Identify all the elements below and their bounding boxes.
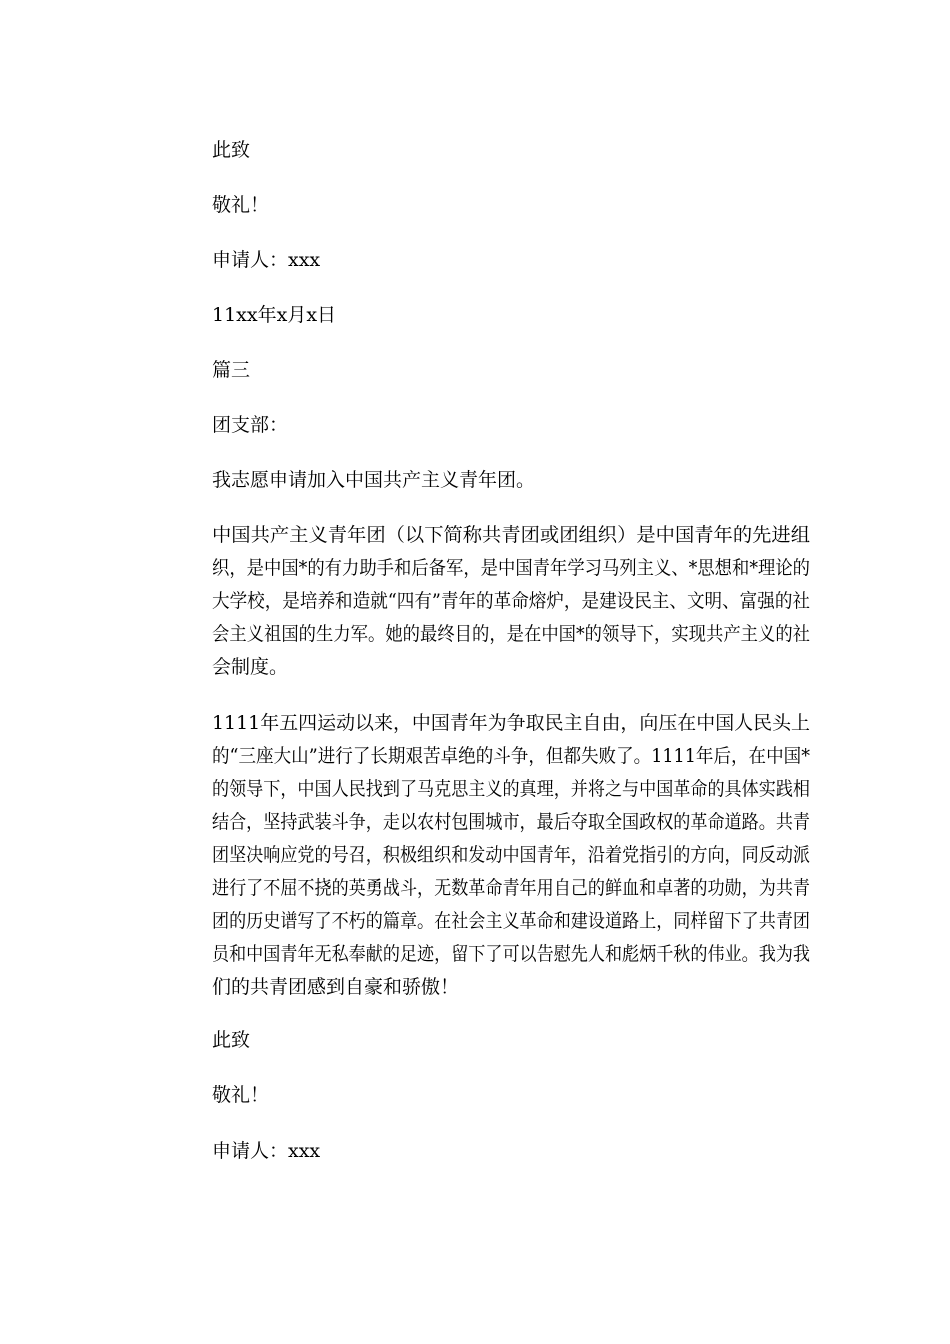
paragraph-2-line: 们的共青团感到自豪和骄傲！ <box>212 976 460 998</box>
closing-text: 此致 <box>212 139 251 161</box>
section-heading: 篇三 <box>212 359 251 381</box>
paragraph-2-line: 的领导下，中国人民找到了马克思主义的真理，并将之与中国革命的具体实践相 <box>212 778 810 800</box>
salute-text-2: 敬礼！ <box>212 1084 270 1106</box>
paragraph-1-line: 会主义祖国的生力军。她的最终目的，是在中国*的领导下，实现共产主义的社 <box>212 623 810 645</box>
paragraph-2-line: 1111年五四运动以来，中国青年为争取民主自由，向压在中国人民头上 <box>212 712 810 734</box>
paragraph-1-line: 大学校，是培养和造就“四有”青年的革命熔炉，是建设民主、文明、富强的社 <box>212 590 810 612</box>
paragraph-1-line: 中国共产主义青年团（以下简称共青团或团组织）是中国青年的先进组 <box>212 524 810 546</box>
paragraph-2-line: 团的历史谱写了不朽的篇章。在社会主义革命和建设道路上，同样留下了共青团 <box>212 910 810 932</box>
closing-text-2: 此致 <box>212 1029 251 1051</box>
paragraph-2-line: 的“三座大山”进行了长期艰苦卓绝的斗争，但都失败了。1111年后，在中国* <box>212 745 810 767</box>
paragraph-1-line: 织，是中国*的有力助手和后备军，是中国青年学习马列主义、*思想和*理论的 <box>212 557 810 579</box>
paragraph-2-line: 进行了不屈不挠的英勇战斗，无数革命青年用自己的鲜血和卓著的功勋，为共青 <box>212 877 810 899</box>
addressee-text: 团支部： <box>212 414 289 436</box>
salute-text: 敬礼！ <box>212 194 270 216</box>
paragraph-2-line: 团坚决响应党的号召，积极组织和发动中国青年，沿着党指引的方向，同反动派 <box>212 844 810 866</box>
applicant-text: 申请人：xxx <box>212 249 321 271</box>
date-text: 11xx年x月x日 <box>212 304 337 326</box>
applicant-text-2: 申请人：xxx <box>212 1140 321 1162</box>
paragraph-2-line: 员和中国青年无私奉献的足迹，留下了可以告慰先人和彪炳千秋的伟业。我为我 <box>212 943 810 965</box>
paragraph-2-line: 结合，坚持武装斗争，走以农村包围城市，最后夺取全国政权的革命道路。共青 <box>212 811 810 833</box>
paragraph-1-line: 会制度。 <box>212 656 289 678</box>
intro-text: 我志愿申请加入中国共产主义青年团。 <box>212 469 536 491</box>
